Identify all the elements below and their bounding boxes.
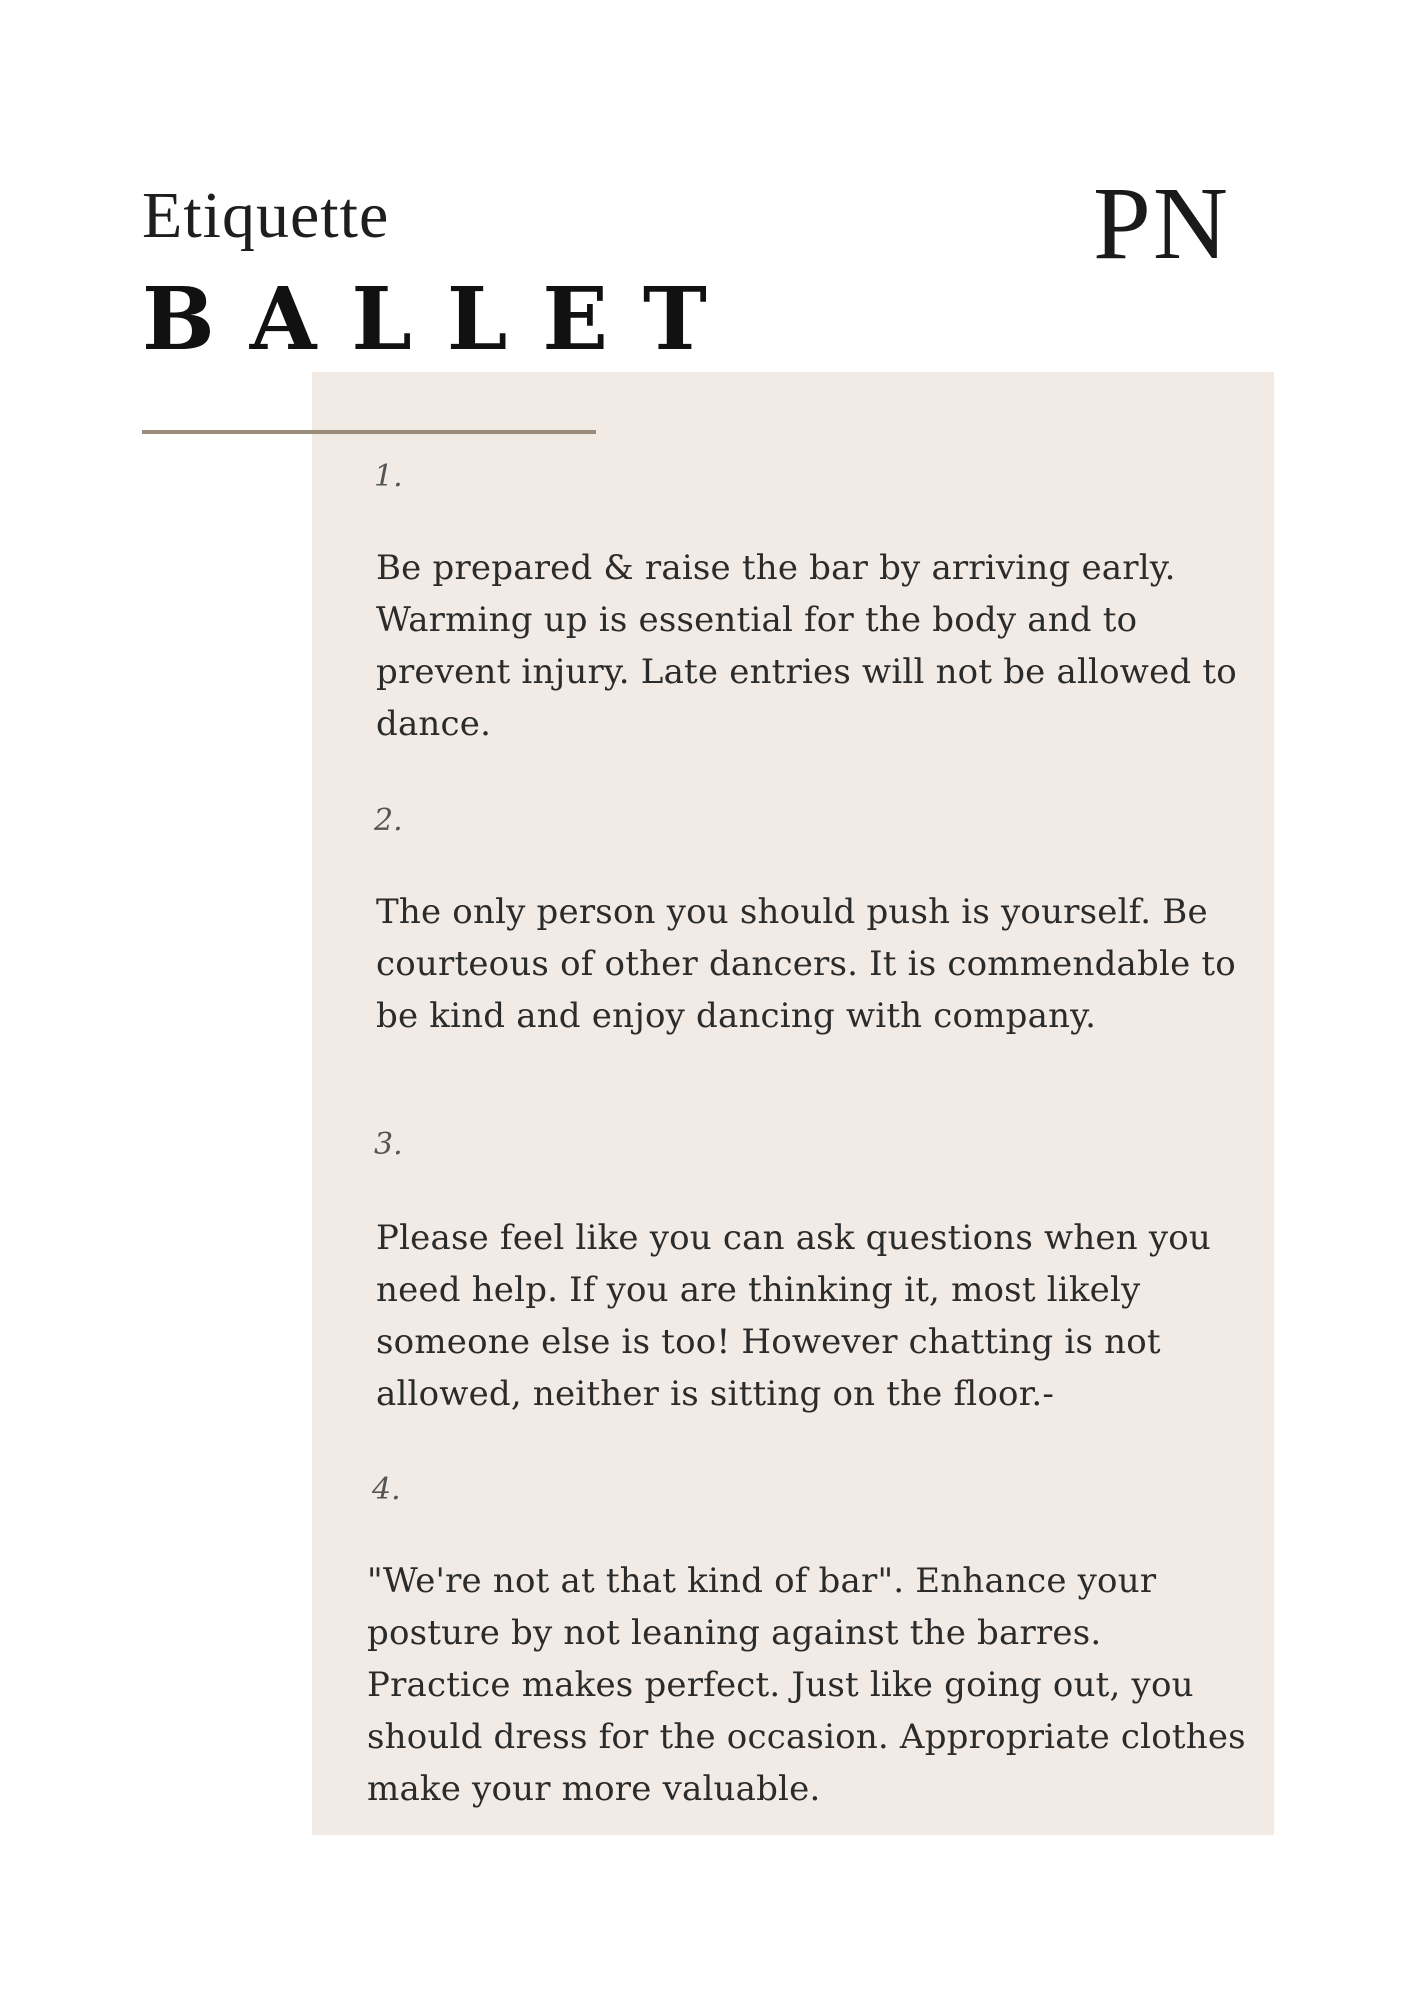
header-eyebrow: Etiquette: [142, 179, 390, 252]
item-text-4: "We're not at that kind of bar". Enhance your posture by not leaning against the barres. Practice makes perfect. Just like going out, you should dress for the occasion. Appropriate clothes make your more valuable.: [367, 1561, 1246, 1809]
item-text-3: Please feel like you can ask questions when you need help. If you are thinking it, most likely someone else is too! However chatting is not allowed, neither is sitting on the floor.-: [376, 1218, 1212, 1414]
item-text-1: Be prepared & raise the bar by arriving early. Warming up is essential for the body and to prevent injury. Late entries will not be allowed to dance.: [376, 548, 1237, 744]
item-number-1: 1.: [374, 459, 403, 494]
accent-divider: [142, 430, 596, 434]
item-number-2: 2.: [374, 803, 403, 838]
page-title: BALLET: [142, 269, 742, 370]
item-number-3: 3.: [374, 1127, 403, 1162]
item-number-4: 4.: [372, 1472, 401, 1507]
item-text-2: The only person you should push is yourself. Be courteous of other dancers. It is commendable to be kind and enjoy dancing with company.: [376, 892, 1236, 1036]
monogram-logo: PN: [1093, 166, 1230, 281]
